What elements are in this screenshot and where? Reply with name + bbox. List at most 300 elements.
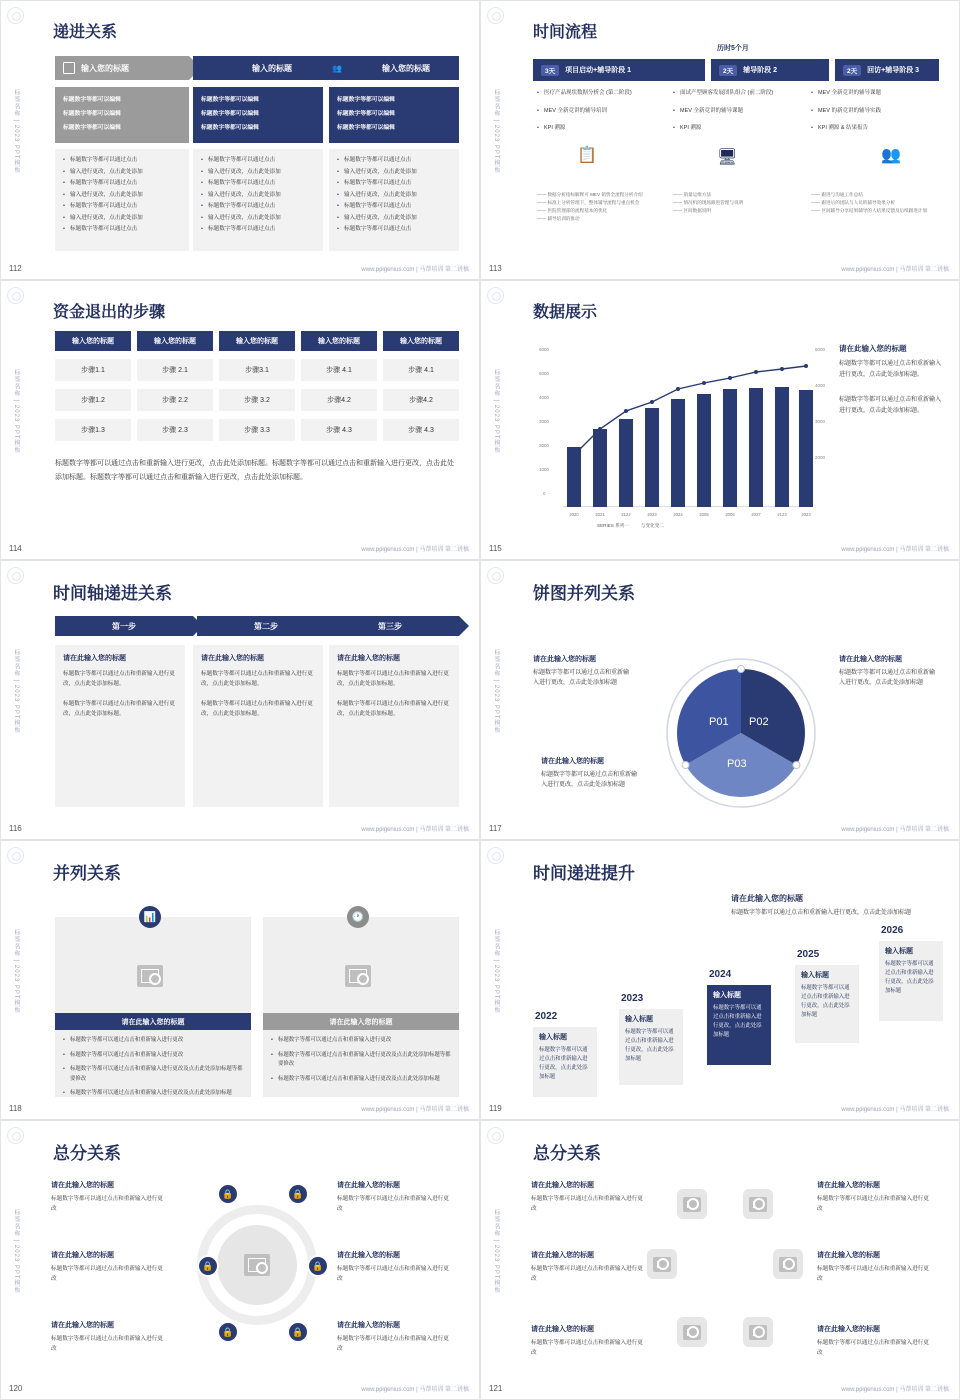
table-cell: 步骤4.2	[301, 389, 377, 411]
svg-text:P01: P01	[709, 716, 729, 728]
panel-paragraph: 标题数字等都可以通过点击和重新输入进行更改，点击此处添加标题。	[337, 671, 449, 687]
item-text: 标题数字等都可以通过点击和重新输入进行更改	[51, 1266, 163, 1282]
slide-112[interactable]	[0, 0, 480, 280]
slide-115[interactable]	[480, 280, 960, 560]
box-2-line-1: 标题数字等都可以编辑	[201, 97, 259, 103]
x-tick: 2020	[569, 512, 579, 517]
list-item: • 标题数字等都可以通过点击和重新输入进行更改	[63, 1051, 243, 1061]
segment-days-1: 3天	[541, 65, 559, 76]
panel-paragraph: 标题数字等都可以通过点击和重新输入进行更改，点击此处添加标题。	[63, 701, 175, 717]
box-2[interactable]	[193, 87, 323, 143]
list-item: • MEV 全新竞讲的辅导课题	[811, 89, 939, 99]
item-title: 请在此输入您的标题	[51, 1182, 114, 1189]
list-item: • MEV 全新竞讲的辅导课题	[673, 107, 801, 117]
text-item-5	[337, 1251, 449, 1284]
x-tick: 2006	[725, 512, 735, 517]
box-1[interactable]	[55, 87, 189, 143]
box-title: 输入标题	[625, 1016, 653, 1023]
text-item-2	[531, 1251, 643, 1284]
list-item: • 标题数字等都可以通过点击和重新输入进行更改及点击此处添加标题等都要修改	[63, 1065, 243, 1084]
list-item: • 输入进行更改，点击此处添加	[63, 167, 181, 179]
slide-121[interactable]	[480, 1120, 960, 1400]
box-text: 标题数字等都可以通过点击和重新输入进行更改，点击此处添加标题	[625, 1029, 674, 1062]
list-item: • 输入进行更改，点击此处添加	[337, 213, 451, 225]
item-text: 标题数字等都可以通过点击和重新输入进行更改	[337, 1336, 449, 1352]
text-item-5	[817, 1251, 929, 1284]
image-placeholder-icon	[345, 965, 371, 987]
text-item-2	[51, 1251, 163, 1284]
box-3[interactable]	[329, 87, 459, 143]
legend-item-1: SERIES 系列一	[597, 523, 629, 528]
text-column-3	[329, 149, 459, 251]
panel-paragraph: 标题数字等都可以通过点击和重新输入进行更改，点击此处添加标题。	[63, 671, 175, 687]
list-item: • 标题数字等都可以通过点击和重新输入进行更改及点击此处添加标题	[271, 1075, 451, 1085]
pie-chart	[661, 653, 821, 813]
image-placeholder-icon	[653, 1257, 671, 1272]
node-icon-6[interactable]: 🔒	[287, 1321, 309, 1343]
people-icon: 👥	[332, 63, 342, 73]
lead-block	[731, 893, 941, 919]
table-cell: 步骤 4.3	[383, 419, 459, 441]
side-tag: 标签名称 | 2023 PPT模板	[13, 89, 19, 174]
pie-label-2	[839, 655, 935, 688]
pie-label-text: 标题数字等都可以通过点击和重新输入进行更改，点击此处添加标题	[533, 670, 630, 686]
note-line: —— 区间辅导分享结果辅导的人结果反馈及后续跟进计划	[811, 208, 928, 213]
page-title: 时间轴递进关系	[53, 584, 172, 603]
page-title: 时间流程	[533, 24, 598, 41]
list-item: • 输入进行更改，点击此处添加	[337, 167, 451, 179]
table-cell: 步骤1.2	[55, 389, 131, 411]
side-tag: 标签名称 | 2023 PPT模板	[13, 1209, 19, 1294]
segment-name-3: 回访+辅导阶段 3	[867, 67, 920, 74]
side-tag: 标签名称 | 2023 PPT模板	[493, 649, 499, 734]
text-column-1	[55, 149, 189, 251]
list-item: • 标题数字等都可以通过点击和重新输入进行更改及点击此处添加标题等都要修改	[271, 1051, 451, 1070]
item-text: 标题数字等都可以通过点击和重新输入进行更改	[337, 1196, 449, 1212]
note-line: —— 辅导培训的推动	[537, 216, 580, 221]
note-line: —— 标准上分析管理下，整体辅导流程与重点机会	[537, 200, 640, 205]
y-tick: 5000	[539, 371, 550, 376]
panel-title: 请在此输入您的标题	[337, 655, 400, 662]
image-placeholder-icon	[779, 1257, 797, 1272]
gear-node-1[interactable]	[677, 1189, 707, 1219]
pie-label-title: 请在此输入您的标题	[533, 656, 596, 663]
header-left-label: 输入您的标题	[81, 63, 129, 73]
page-title: 时间递进提升	[533, 864, 635, 883]
pie-label-title: 请在此输入您的标题	[541, 758, 604, 765]
footer-text: www.ppigenius.com | 马帮培训 第二讲稿	[841, 547, 949, 553]
step-1[interactable]: 第一步	[55, 616, 193, 636]
slide-113[interactable]	[480, 0, 960, 280]
list-item: • 输入进行更改，点击此处添加	[201, 213, 315, 225]
page-number: 115	[489, 544, 502, 553]
pie-label-3	[541, 757, 637, 790]
gear-node-4[interactable]	[773, 1249, 803, 1279]
lead-text: 标题数字等都可以通过点击和重新输入进行更改，点击此处添加标题	[731, 910, 912, 916]
note-line: —— 数据分析指标解释可 MEV 销售全流程分析介绍	[537, 192, 643, 197]
y-tick-right: 3000	[814, 419, 825, 424]
text-item-6	[337, 1321, 449, 1354]
gear-node-3[interactable]	[647, 1249, 677, 1279]
side-tag: 标签名称 | 2023 PPT模板	[493, 929, 499, 1014]
box-title: 输入标题	[713, 992, 741, 999]
logo-icon	[7, 7, 24, 24]
page-number: 117	[489, 824, 502, 833]
list-item: • 标题数字等都可以通过点击	[63, 155, 181, 167]
image-placeholder-icon	[244, 1254, 270, 1276]
logo-icon	[487, 287, 504, 304]
column-header-1[interactable]: 输入您的标题	[55, 331, 131, 351]
box-2-line-2: 标题数字等都可以编辑	[201, 111, 259, 117]
card-2	[263, 911, 459, 1097]
gear-node-6[interactable]	[743, 1317, 773, 1347]
logo-icon	[487, 567, 504, 584]
table-cell: 步骤 3.2	[219, 389, 295, 411]
footer-text: www.ppigenius.com | 马帮培训 第二讲稿	[841, 1387, 949, 1393]
trend-line	[537, 339, 827, 529]
panel-3	[329, 645, 459, 807]
page-number: 119	[489, 1104, 502, 1113]
box-1-line-3: 标题数字等都可以编辑	[63, 125, 121, 131]
year-box-2025	[795, 965, 859, 1043]
right-text-block	[839, 343, 943, 431]
item-text: 标题数字等都可以通过点击和重新输入进行更改	[51, 1336, 163, 1352]
node-icon-3[interactable]: 🔒	[197, 1255, 219, 1277]
list-item: • KPI 溯源 & 结果报告	[811, 124, 939, 134]
list-item: • 标题数字等都可以通过点击	[337, 224, 451, 236]
node-icon-2[interactable]: 🔒	[287, 1183, 309, 1205]
segment-name-1: 项目启动+辅导阶段 1	[565, 67, 632, 74]
list-item: • 输入进行更改，点击此处添加	[63, 213, 181, 225]
node-icon-4[interactable]: 🔒	[307, 1255, 329, 1277]
box-3-line-3: 标题数字等都可以编辑	[337, 125, 395, 131]
list-item: • 标题数字等都可以通过点击	[337, 155, 451, 167]
page-number: 113	[489, 264, 502, 273]
team-icon: 👥	[881, 147, 901, 164]
right-title: 请在此输入您的标题	[839, 344, 907, 353]
box-3-line-2: 标题数字等都可以编辑	[337, 111, 395, 117]
chart-legend	[597, 523, 664, 529]
item-title: 请在此输入您的标题	[817, 1252, 880, 1259]
y-tick-right: 2000	[814, 455, 825, 460]
gear-node-5[interactable]	[677, 1317, 707, 1347]
clipboard-icon: 📋	[577, 147, 597, 164]
item-text: 标题数字等都可以通过点击和重新输入进行更改	[817, 1196, 929, 1212]
x-tick: 2024	[673, 512, 683, 517]
box-text: 标题数字等都可以通过点击和重新输入进行更改，点击此处添加标题	[801, 985, 850, 1018]
step-2[interactable]: 第二步	[197, 616, 335, 636]
item-title: 请在此输入您的标题	[51, 1252, 114, 1259]
list-item: • 标题数字等都可以通过点击和重新输入进行更改	[271, 1036, 451, 1046]
footer-text: www.ppigenius.com | 马帮培训 第二讲稿	[361, 267, 469, 273]
list-item: • 输入进行更改，点击此处添加	[63, 190, 181, 202]
center-circle	[217, 1225, 297, 1305]
text-item-3	[51, 1321, 163, 1354]
page-number: 118	[9, 1104, 22, 1113]
x-tick: 2005	[699, 512, 709, 517]
item-text: 标题数字等都可以通过点击和重新输入进行更改	[337, 1266, 449, 1282]
lead-title: 请在此输入您的标题	[731, 894, 803, 903]
y-tick: 1000	[539, 467, 550, 472]
year-box-2024	[707, 985, 771, 1065]
x-tick: 2023	[647, 512, 657, 517]
table-cell: 步骤1.3	[55, 419, 131, 441]
page-title: 资金退出的步骤	[53, 304, 166, 321]
table-cell: 步骤4.2	[383, 389, 459, 411]
timeline-segment-2[interactable]	[711, 59, 829, 81]
text-item-1	[51, 1181, 163, 1214]
node-icon-1[interactable]: 🔒	[217, 1183, 239, 1205]
list-item: • 医疗产品现状数据分析会 (第二阶段)	[537, 89, 665, 99]
item-title: 请在此输入您的标题	[337, 1182, 400, 1189]
phase-note-1	[537, 191, 665, 223]
box-1-line-1: 标题数字等都可以编辑	[63, 97, 121, 103]
y-tick: 2000	[539, 443, 550, 448]
page-title: 数据展示	[533, 304, 598, 321]
pie-label-text: 标题数字等都可以通过点击和重新输入进行更改，点击此处添加标题	[839, 670, 936, 686]
header-left[interactable]	[55, 56, 189, 80]
item-title: 请在此输入您的标题	[817, 1326, 880, 1333]
panel-2	[193, 645, 323, 807]
panel-1	[55, 645, 185, 807]
page-number: 112	[9, 264, 22, 273]
phase-column-3	[811, 89, 939, 164]
page-number: 121	[489, 1384, 503, 1393]
list-item: • 输入进行更改，点击此处添加	[201, 167, 315, 179]
box-1-line-2: 标题数字等都可以编辑	[63, 111, 121, 117]
box-text: 标题数字等都可以通过点击和重新输入进行更改，点击此处添加标题	[885, 961, 934, 994]
list-item: • 标题数字等都可以通过点击	[63, 201, 181, 213]
note-line: —— 医院管理部的流程基本的优化	[537, 208, 608, 213]
list-item: • 标题数字等都可以通过点击	[63, 224, 181, 236]
table-cell: 步骤 4.3	[301, 419, 377, 441]
pie-label-text: 标题数字等都可以通过点击和重新输入进行更改，点击此处添加标题	[541, 772, 638, 788]
table-cell: 步骤 3.3	[219, 419, 295, 441]
list-item: • 面试产型顾客发展团队组合 (前二阶段)	[673, 89, 801, 99]
table-cell: 步骤3.1	[219, 359, 295, 381]
image-placeholder-icon	[749, 1197, 767, 1212]
table-cell: 步骤1.1	[55, 359, 131, 381]
year-box-2026	[879, 941, 943, 1021]
page-title: 总分关系	[533, 1144, 601, 1163]
page-title: 总分关系	[53, 1144, 121, 1163]
side-tag: 标签名称 | 2023 PPT模板	[13, 649, 19, 734]
item-text: 标题数字等都可以通过点击和重新输入进行更改	[817, 1340, 929, 1356]
column-header-2[interactable]: 输入您的标题	[137, 331, 213, 351]
logo-icon	[487, 1127, 504, 1144]
column-header-4[interactable]: 输入您的标题	[301, 331, 377, 351]
card-2-list	[263, 1030, 459, 1095]
list-item: • 标题数字等都可以通过点击	[201, 178, 315, 190]
phase-note-2	[673, 191, 801, 215]
year-2023: 2023	[621, 993, 644, 1004]
logo-icon	[7, 847, 24, 864]
duration-label: 历时5个月	[717, 45, 749, 52]
item-title: 请在此输入您的标题	[51, 1322, 114, 1329]
card-1-caption[interactable]: 请在此输入您的标题	[55, 1013, 251, 1030]
node-icon-5[interactable]: 🔒	[217, 1321, 239, 1343]
text-item-4	[817, 1181, 929, 1214]
item-title: 请在此输入您的标题	[531, 1182, 594, 1189]
legend-item-2: 与变化变二	[640, 523, 664, 528]
chart-icon: 📊	[139, 906, 161, 928]
panel-title: 请在此输入您的标题	[63, 655, 126, 662]
right-paragraph-1: 标题数字等都可以通过点击和重新输入进行更改，点击此处添加标题。	[839, 361, 942, 378]
year-2025: 2025	[797, 949, 820, 960]
list-item: • 标题数字等都可以通过点击	[337, 178, 451, 190]
footer-text: www.ppigenius.com | 马帮培训 第二讲稿	[361, 547, 469, 553]
slide-120[interactable]	[0, 1120, 480, 1400]
timeline-band	[533, 59, 939, 81]
right-paragraph-2: 标题数字等都可以通过点击和重新输入进行更改，点击此处添加标题。	[839, 397, 942, 414]
year-box-2023	[619, 1009, 683, 1085]
text-item-3	[531, 1325, 643, 1358]
x-tick: 2023	[801, 512, 811, 517]
item-text: 标题数字等都可以通过点击和重新输入进行更改	[817, 1266, 929, 1282]
item-title: 请在此输入您的标题	[531, 1326, 594, 1333]
year-2024: 2024	[709, 969, 732, 980]
phase-note-3	[811, 191, 939, 215]
monitor-icon: 🖥	[717, 149, 738, 166]
x-tick: 2123	[777, 512, 787, 517]
footer-text: www.ppigenius.com | 马帮培训 第二讲稿	[361, 1107, 469, 1113]
item-text: 标题数字等都可以通过点击和重新输入进行更改	[51, 1196, 163, 1212]
step-3[interactable]: 第三步	[321, 616, 459, 636]
column-header-5[interactable]: 输入您的标题	[383, 331, 459, 351]
y-tick-right: 4000	[814, 383, 825, 388]
phase-column-2	[673, 89, 801, 166]
x-tick: 2027	[751, 512, 761, 517]
text-item-6	[817, 1325, 929, 1358]
card-1	[55, 911, 251, 1097]
image-placeholder-icon	[137, 965, 163, 987]
panel-paragraph: 标题数字等都可以通过点击和重新输入进行更改，点击此处添加标题。	[201, 671, 313, 687]
note-line: —— 销量运维方法	[673, 192, 712, 197]
list-item: • KPI 溯源	[537, 124, 665, 134]
description-paragraph: 标题数字等都可以通过点击和重新输入进行更改，点击此处添加标题。标题数字等都可以通过点击和重新输入进行更改，点击此处添加标题。标题数字等都可以通过点击和重新输入进行更改，点击此处添加标题。	[55, 460, 454, 481]
box-title: 输入标题	[801, 972, 829, 979]
pie-label-title: 请在此输入您的标题	[839, 656, 902, 663]
box-text: 标题数字等都可以通过点击和重新输入进行更改，点击此处添加标题	[713, 1005, 762, 1038]
header-right-label-1: 输入的标题	[252, 63, 293, 73]
item-title: 请在此输入您的标题	[817, 1182, 880, 1189]
footer-text: www.ppigenius.com | 马帮培训 第二讲稿	[361, 827, 469, 833]
y-tick: 0	[543, 491, 546, 496]
box-2-line-3: 标题数字等都可以编辑	[201, 125, 259, 131]
svg-text:P02: P02	[749, 716, 769, 728]
gear-node-2[interactable]	[743, 1189, 773, 1219]
timeline-segment-3[interactable]	[835, 59, 939, 81]
list-item: • 标题数字等都可以通过点击	[201, 201, 315, 213]
clock-icon: 🕐	[347, 906, 369, 928]
side-tag: 标签名称 | 2023 PPT模板	[13, 369, 19, 454]
logo-icon	[487, 847, 504, 864]
segment-days-2: 2天	[719, 65, 737, 76]
card-1-list	[55, 1030, 251, 1110]
x-tick: 2021	[595, 512, 605, 517]
item-title: 请在此输入您的标题	[531, 1252, 594, 1259]
list-item: • MEV 全新竞讲的辅导培训	[537, 107, 665, 117]
slide-118[interactable]	[0, 840, 480, 1120]
item-text: 标题数字等都可以通过点击和重新输入进行更改	[531, 1340, 643, 1356]
y-tick: 4000	[539, 395, 550, 400]
item-title: 请在此输入您的标题	[337, 1252, 400, 1259]
header-right-label-2: 输入您的标题	[381, 63, 430, 73]
phase-column-1	[537, 89, 665, 164]
segment-name-2: 辅导阶段 2	[743, 67, 777, 74]
item-text: 标题数字等都可以通过点击和重新输入进行更改	[531, 1266, 643, 1282]
list-item: • 标题数字等都可以通过点击	[201, 224, 315, 236]
footer-text: www.ppigenius.com | 马帮培训 第二讲稿	[361, 1387, 469, 1393]
list-item: • 标题数字等都可以通过点击和重新输入进行更改	[63, 1036, 243, 1046]
list-item: • 输入进行更改，点击此处添加	[201, 190, 315, 202]
pie-label-1	[533, 655, 629, 688]
image-placeholder-icon	[683, 1197, 701, 1212]
bar-line-chart	[537, 339, 827, 529]
list-item: • MEV 的新竞讲的辅导实践	[811, 107, 939, 117]
segment-days-3: 2天	[843, 65, 861, 76]
text-item-1	[531, 1181, 643, 1214]
page-number: 120	[9, 1384, 23, 1393]
note-line: —— 跟进与沟通工作总结	[811, 192, 863, 197]
column-header-3[interactable]: 输入您的标题	[219, 331, 295, 351]
list-item: • 标题数字等都可以通过点击	[63, 178, 181, 190]
side-tag: 标签名称 | 2023 PPT模板	[493, 369, 499, 454]
slide-117[interactable]	[480, 560, 960, 840]
panel-paragraph: 标题数字等都可以通过点击和重新输入进行更改，点击此处添加标题。	[201, 701, 313, 717]
timeline-segment-1[interactable]	[533, 59, 705, 81]
slide-116[interactable]	[0, 560, 480, 840]
y-tick: 6000	[539, 347, 550, 352]
footer-text: www.ppigenius.com | 马帮培训 第二讲稿	[841, 267, 949, 273]
footer-text: www.ppigenius.com | 马帮培训 第二讲稿	[841, 827, 949, 833]
year-box-2022	[533, 1027, 597, 1097]
side-tag: 标签名称 | 2023 PPT模板	[493, 1209, 499, 1294]
year-2026: 2026	[881, 925, 904, 936]
x-tick: 2122	[621, 512, 631, 517]
page-title: 并列关系	[53, 864, 121, 883]
page-title: 递进关系	[53, 24, 118, 41]
box-title: 输入标题	[539, 1034, 567, 1041]
y-tick: 3000	[539, 419, 550, 424]
side-tag: 标签名称 | 2023 PPT模板	[13, 929, 19, 1014]
side-tag: 标签名称 | 2023 PPT模板	[493, 89, 499, 174]
list-item: • 输入进行更改，点击此处添加	[337, 190, 451, 202]
year-2022: 2022	[535, 1011, 558, 1022]
text-item-4	[337, 1181, 449, 1214]
box-3-line-1: 标题数字等都可以编辑	[337, 97, 395, 103]
logo-icon	[7, 1127, 24, 1144]
page-number: 114	[9, 544, 22, 553]
svg-text:P03: P03	[727, 758, 747, 770]
header-right[interactable]	[193, 56, 459, 80]
box-title: 输入标题	[885, 948, 913, 955]
box-text: 标题数字等都可以通过点击和重新输入进行更改，点击此处添加标题	[539, 1047, 588, 1080]
note-line: —— 情况机的现场跟进管理与说明	[673, 200, 744, 205]
note-line: —— 区间数据说明	[673, 208, 712, 213]
list-item: • 标题数字等都可以通过点击	[337, 201, 451, 213]
table-cell: 步骤 2.3	[137, 419, 213, 441]
card-2-caption[interactable]: 请在此输入您的标题	[263, 1013, 459, 1030]
slide-119[interactable]	[480, 840, 960, 1120]
table-cell: 步骤 2.1	[137, 359, 213, 381]
y-tick-right: 6000	[814, 347, 825, 352]
table-cell: 步骤 4.1	[301, 359, 377, 381]
list-item: • 标题数字等都可以通过点击	[201, 155, 315, 167]
panel-title: 请在此输入您的标题	[201, 655, 264, 662]
slide-114[interactable]	[0, 280, 480, 560]
logo-icon	[487, 7, 504, 24]
